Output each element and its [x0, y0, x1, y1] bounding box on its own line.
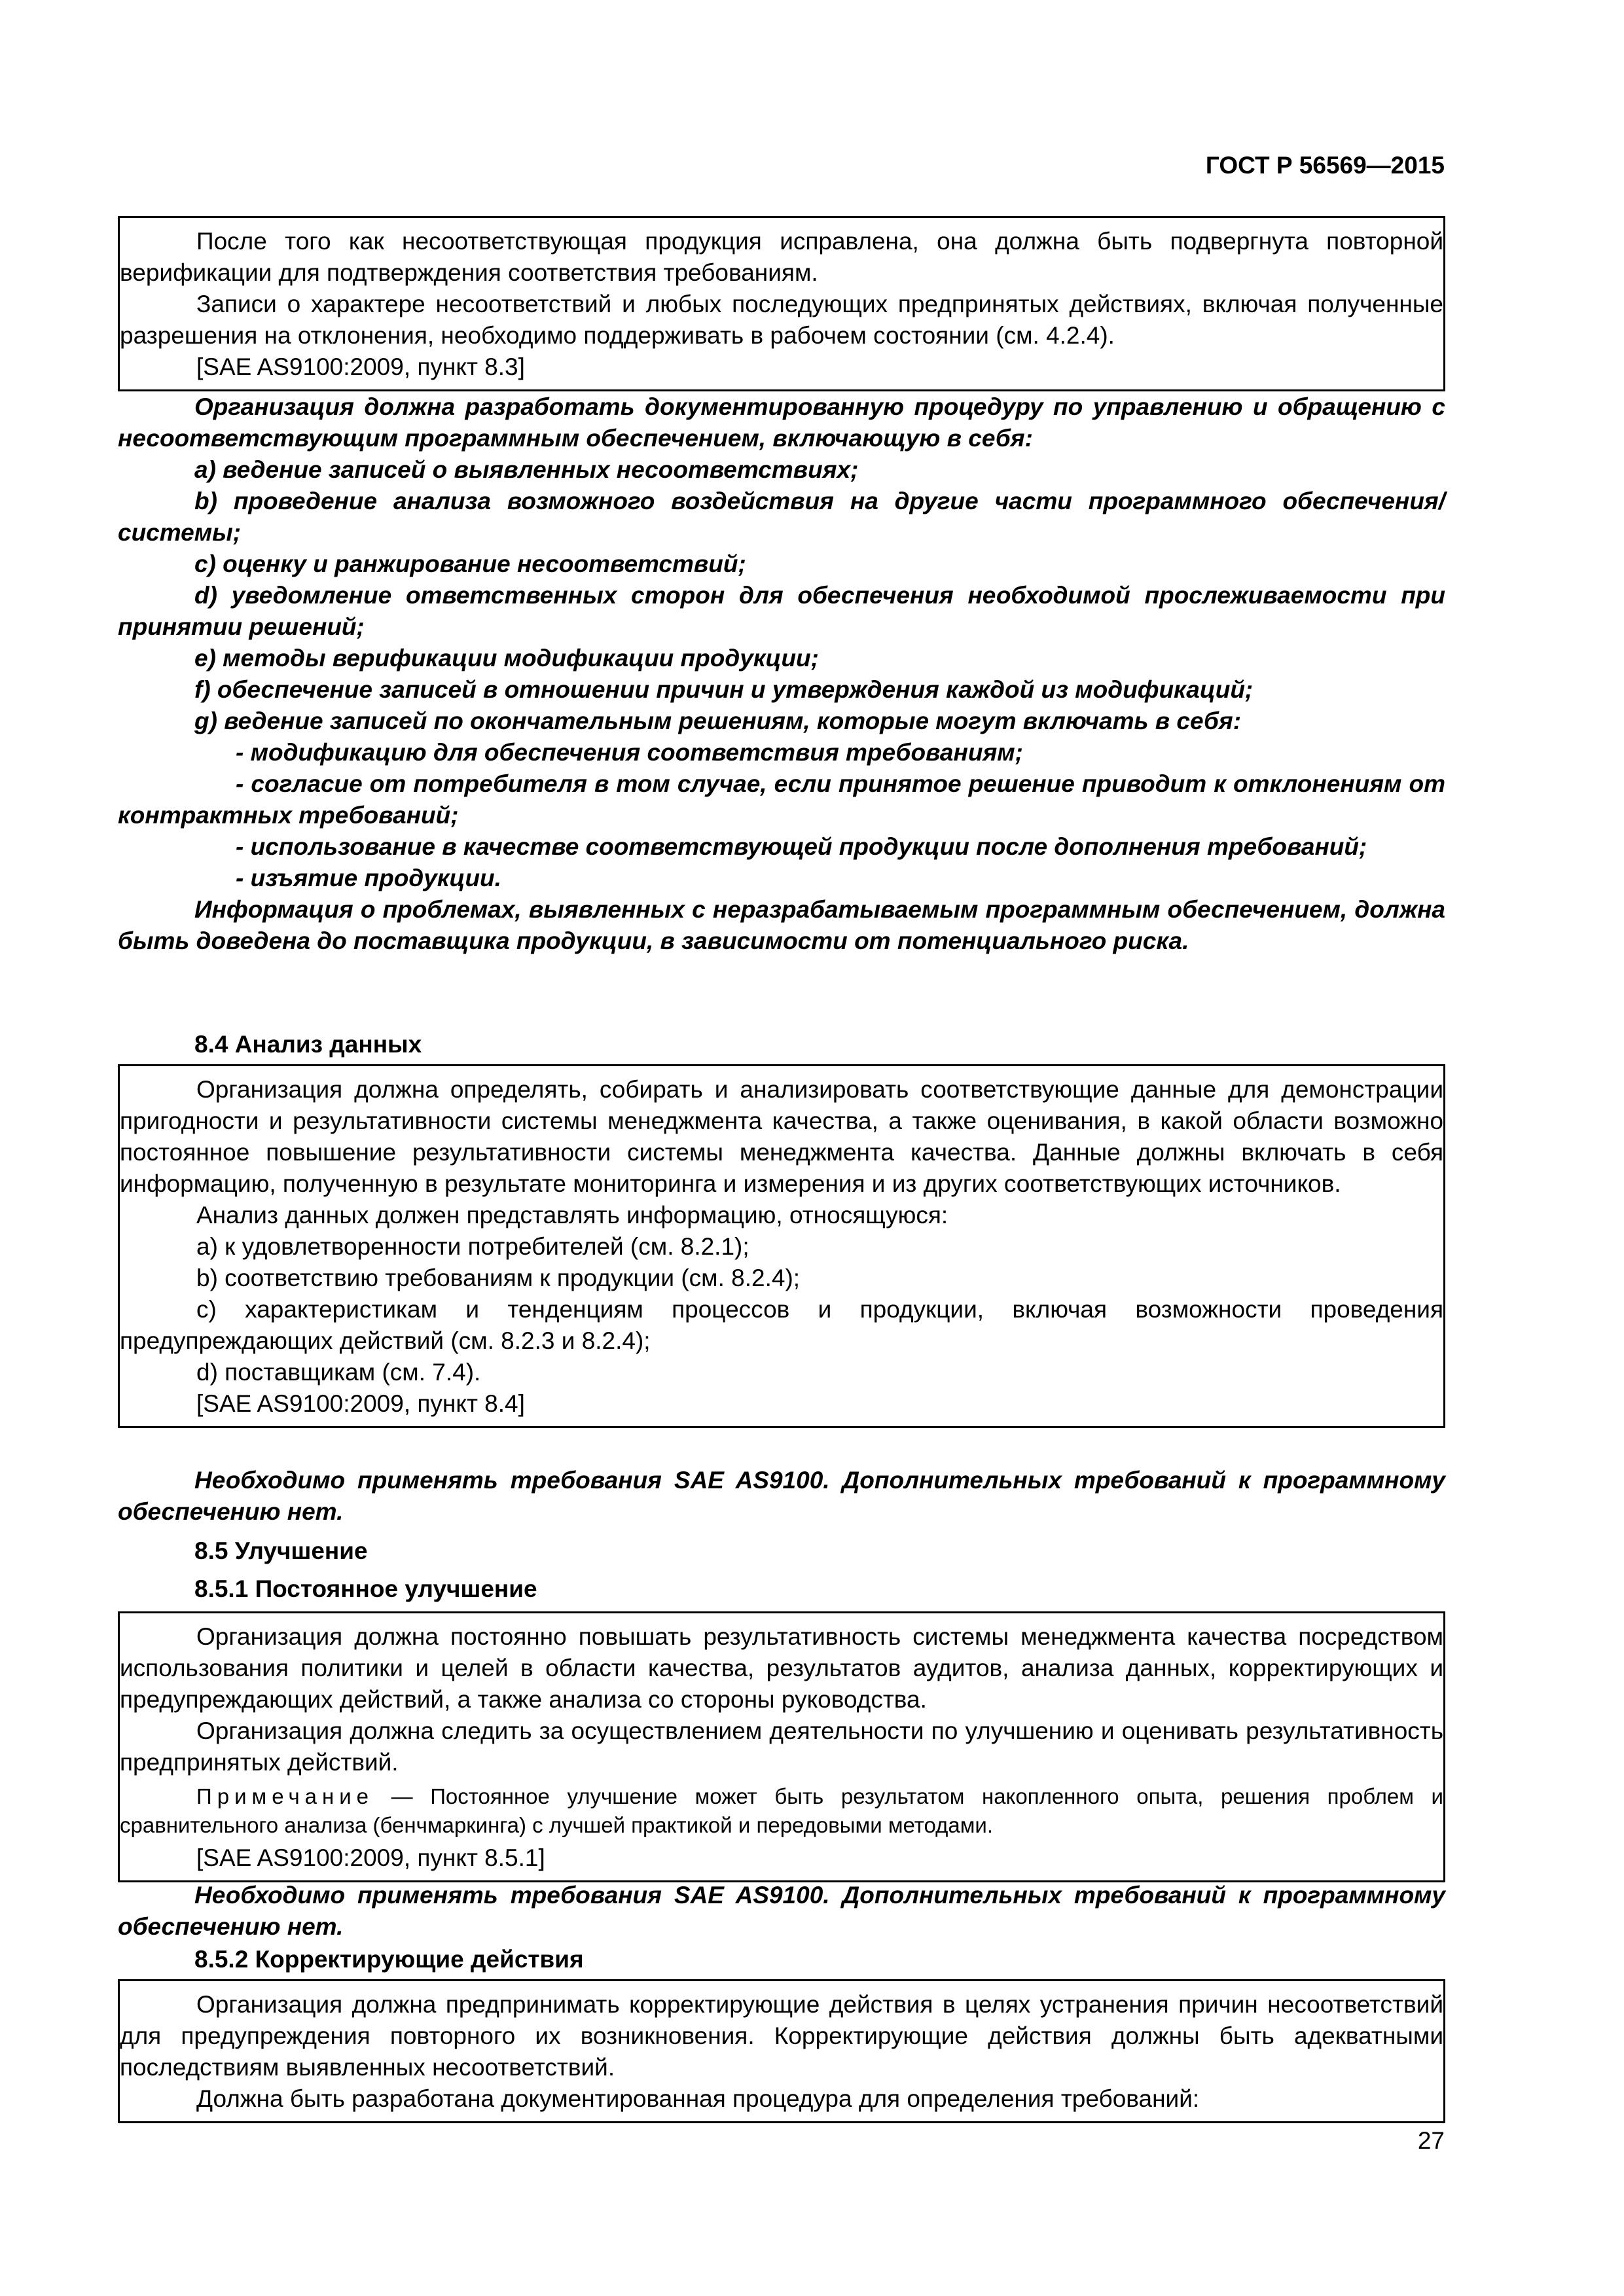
box-reference: [SAE AS9100:2009, пункт 8.4]: [196, 1390, 525, 1417]
standard-header: ГОСТ Р 56569—2015: [1205, 152, 1445, 179]
section-heading-8-5-2: 8.5.2 Корректирующие действия: [194, 1946, 584, 1973]
quoted-box-8-3: [118, 216, 1445, 391]
software-statement: Необходимо применять требования SAE AS9100. Дополнительных требований к программному обеспечению нет.: [118, 1882, 1445, 1940]
quoted-box-8-5-2: [118, 1979, 1445, 2123]
note-paragraph: [120, 1782, 1443, 1840]
section-heading-8-5-1: 8.5.1 Постоянное улучшение: [194, 1575, 537, 1602]
list-item: a) ведение записей о выявленных несоответствиях;: [194, 456, 859, 483]
box-paragraph: После того как несоответствующая продукция исправлена, она должна быть подвергнута повторной верификации для подтверждения соответствия требованиям.: [120, 228, 1443, 286]
section-heading-8-4: 8.4 Анализ данных: [194, 1031, 422, 1058]
sub-list-item: - использование в качестве соответствующей продукции после дополнения требований;: [236, 833, 1367, 860]
list-item: b) проведение анализа возможного воздействия на другие части программного обеспечения/системы;: [118, 488, 1445, 546]
requirements-intro: Организация должна разработать документированную процедуру по управлению и обращению с несоответствующим программным обеспечением, включающую в себя:: [118, 393, 1445, 452]
sub-list-item: - модификацию для обеспечения соответствия требованиям;: [236, 739, 1023, 766]
note-text: — Постоянное улучшение может быть результатом накопленного опыта, решения проблем и сравнительного анализа (бенчмаркинга) с лучшей практикой и передовыми методами.: [120, 1784, 1443, 1837]
box-paragraph: Организация должна следить за осуществлением деятельности по улучшению и оценивать результативность предпринятых действий.: [120, 1717, 1443, 1776]
requirements-closing: Информация о проблемах, выявленных с неразрабатываемым программным обеспечением, должна быть доведена до поставщика продукции, в зависимости от потенциального риска.: [118, 896, 1445, 954]
list-item: e) методы верификации модификации продукции;: [194, 645, 819, 672]
section-8-5-2-heading-wrap: [118, 1944, 1445, 1975]
list-item: g) ведение записей по окончательным решениям, которые могут включать в себя:: [194, 708, 1242, 734]
section-8-4-note: [118, 1465, 1445, 1528]
sub-list-item: - согласие от потребителя в том случае, если принятое решение приводит к отклонениям от контрактных требований;: [118, 770, 1445, 829]
list-item: c) оценку и ранжирование несоответствий;: [194, 550, 746, 577]
list-item: d) уведомление ответственных сторон для обеспечения необходимой прослеживаемости при принятии решений;: [118, 582, 1445, 640]
list-item: f) обеспечение записей в отношении причин и утверждения каждой из модификаций;: [194, 676, 1254, 703]
box-paragraph: Анализ данных должен представлять информацию, относящуюся:: [196, 1202, 948, 1229]
section-heading-8-5: 8.5 Улучшение: [194, 1537, 368, 1564]
box-paragraph: Организация должна определять, собирать и анализировать соответствующие данные для демонстрации пригодности и результативности системы менеджмента качества, а также оценивания, в какой области возможно постоянное повышение результативности системы менеджмента качества. Данные должны включать в себя информацию, полученную в результате мониторинга и измерения и из других соответствующих источников.: [120, 1076, 1443, 1197]
box-list-item: a) к удовлетворенности потребителей (см. 8.2.1);: [196, 1233, 749, 1260]
box-list-item: d) поставщикам (см. 7.4).: [196, 1359, 481, 1386]
box-reference: [SAE AS9100:2009, пункт 8.3]: [196, 353, 525, 380]
box-reference: [SAE AS9100:2009, пункт 8.5.1]: [196, 1844, 545, 1871]
section-8-5-note: [118, 1880, 1445, 1943]
note-label: Примечание: [196, 1784, 374, 1808]
software-requirements: [118, 391, 1445, 957]
section-8-4-heading-wrap: [118, 1029, 1445, 1060]
software-statement: Необходимо применять требования SAE AS9100. Дополнительных требований к программному обеспечению нет.: [118, 1467, 1445, 1525]
box-list-item: b) соответствию требованиям к продукции (см. 8.2.4);: [196, 1265, 801, 1291]
quoted-box-8-4: [118, 1064, 1445, 1428]
section-8-5-headings: [118, 1535, 1445, 1605]
box-paragraph: Записи о характере несоответствий и любых последующих предпринятых действиях, включая полученные разрешения на отклонения, необходимо поддерживать в рабочем состоянии (см. 4.2.4).: [120, 291, 1443, 349]
box-paragraph: Должна быть разработана документированная процедура для определения требований:: [196, 2085, 1200, 2112]
quoted-box-8-5-1: [118, 1611, 1445, 1882]
box-list-item: c) характеристикам и тенденциям процессов и продукции, включая возможности проведения предупреждающих действий (см. 8.2.3 и 8.2.4);: [120, 1296, 1443, 1354]
box-paragraph: Организация должна постоянно повышать результативность системы менеджмента качества посредством использования политики и целей в области качества, результатов аудитов, анализа данных, корректирующих и предупреждающих действий, а также анализа со стороны руководства.: [120, 1623, 1443, 1713]
box-paragraph: Организация должна предпринимать корректирующие действия в целях устранения причин несоответствий для предупреждения повторного их возникновения. Корректирующие действия должны быть адекватными последствиям выявленных несоответствий.: [120, 1991, 1443, 2081]
sub-list-item: - изъятие продукции.: [236, 865, 501, 891]
page-number: 27: [1417, 2127, 1445, 2154]
